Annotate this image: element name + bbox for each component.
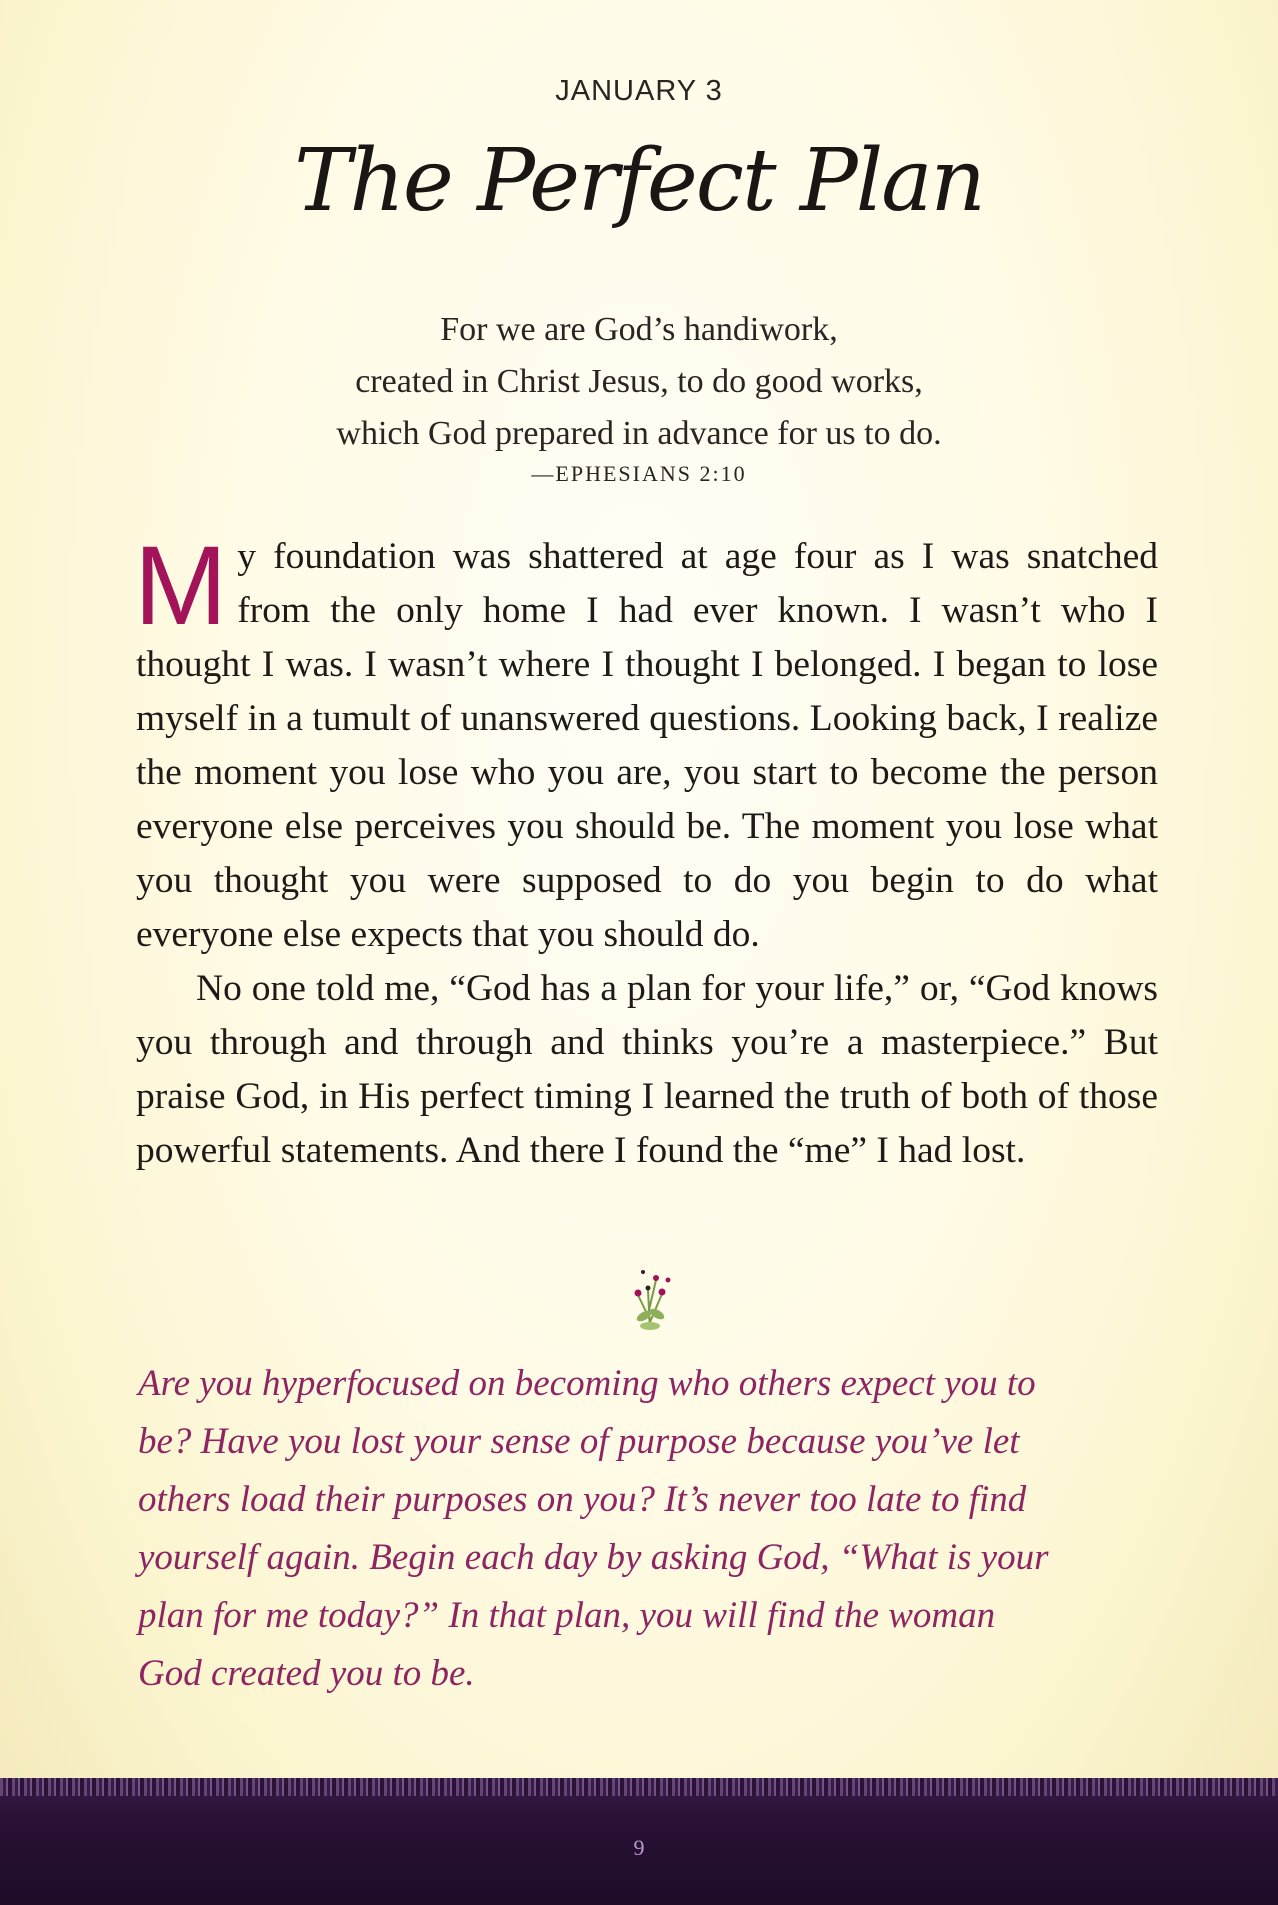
footer-pattern [0,1778,1278,1796]
reflection-line: Are you hyperfocused on becoming who others expect you to [138,1363,1036,1404]
reflection-text [138,1355,1158,1703]
verse-line: For we are God’s handiwork, [440,311,838,348]
reflection-line: plan for me today?” In that plan, you will find the woman [138,1595,996,1636]
page-title: The Perfect Plan [294,131,984,231]
reflection-line: God created you to be. [138,1653,475,1694]
reflection-line: others load their purposes on you? It’s never too late to find [138,1479,1027,1520]
page-date: JANUARY 3 [555,75,723,107]
reflection-line: yourself again. Begin each day by asking God, “What is your [138,1537,1049,1578]
devotional-body [134,523,1158,1178]
body-paragraph: No one told me, “God has a plan for your life,” or, “God knows you through and through and thinks you’re a masterpiece.” But praise God, in His perfect timing I learned the truth of both of those powerful statements. And there I found the “me” I had lost. [136,968,1158,1171]
drop-cap: M [134,523,228,648]
paragraph-text: y foundation was shattered at age four as I was snatched from the only home I had ever known. I wasn’t who I thought I was. I wasn’t where I thought I belonged. I began to lose myself in a tumult of unanswered questions. Looking back, I realize the moment you lose who you are, you start to become the person everyone else perceives you should be. The moment you lose what you thought you were supposed to do you begin to do what everyone else expects that you should do. [136,536,1158,955]
flower-sprig-icon [610,1250,690,1335]
body-paragraph [134,523,1158,962]
verse-line: which God prepared in advance for us to do. [336,415,942,452]
verse-reference: —EPHESIANS 2:10 [531,461,747,486]
reflection-line: be? Have you lost your sense of purpose because you’ve let [138,1421,1020,1462]
scripture-verse [0,304,1278,460]
verse-line: created in Christ Jesus, to do good works, [355,363,923,400]
page-number: 9 [633,1835,645,1860]
